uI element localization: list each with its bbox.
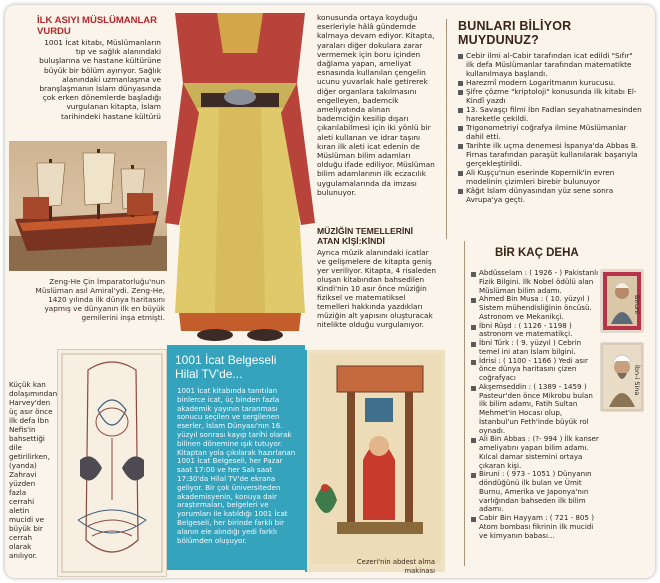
ship-caption: Zeng-He Çin İmparatorluğu'nun Müslüman asıl Amiral'ydi. Zeng-He, 1420 yılında ilk dünya haritasını yapmış ve dünyanın ilk en büyük gemilerini inşa etmişti.	[35, 277, 165, 322]
did-you-know-heading: BUNLARI BİLİYOR MUYDUNUZ?	[458, 19, 572, 47]
biruni-label: Biruni	[633, 295, 641, 314]
did-you-know-item: Harezmî modern Logaritmanın kurucusu.	[458, 78, 643, 87]
documentary-box	[167, 345, 305, 570]
did-you-know-item: Cebir ilmi al-Cabir tarafından icat edildi "Sıfır" ilk defa Müslümanlar tarafından matematikte kullanılmaya başlandı.	[458, 51, 643, 78]
did-you-know-item: Tarihte ilk uçma denemesi İspanya'da Abbas B. Firnas tarafından paraşüt kullanılarak başarıyla gerçekleştirildi.	[458, 141, 643, 168]
cezeri-illustration	[305, 350, 445, 575]
documentary-body: 1001 İcat kitabında tanıtılan binlerce icat, üç binden fazla akademik yayının taranması sonucu seçilen ve sergilenen eserler, İslam Dünyası'nın 16. yüzyıl sonrası kayıp tarihi olarak bilinen dönemine ışık tutuyor. Kitaptan yola çıkılarak hazırlanan 1001 İcat Belgeseli, her Pazar saat 17:00 ve her Salı saat 17:30'da Hilal TV'de ekrana geliyor. Bir çok üniversiteden akademisyenin, konuya dair araştırmaları, belgeleri ve yorumları ile katıldığı 1001 İcat Belgeseli, her birinde farklı bir alanın ele alındığı yedi farklı bölümden oluşuyor.	[177, 386, 296, 545]
right-column-rule-2	[464, 241, 465, 566]
ship-illustration	[9, 141, 167, 271]
circulation-drawing	[58, 350, 166, 576]
middle-body-1: konusunda ortaya koyduğu eserleriyle hâlâ gündemde kalmaya devam ediyor. Kitapta, yaraları diğer dokulara zarar vermemek için boru içinden dağlama yapan, ameliyat esnasında kullanılan çengelin ucunu yuvarlak hale getirerek diğer organlara takılmasını engelleyen, bademcik ameliyatında alınan bademciğin kesilip dışarı çıkarılabilmesi için iki yönlü bir aleti kullanan ve idrar taşını kıran ilk aleti icat edenin de Müslüman bilim adamları olduğu ifade ediliyor. Müslüman bilim adamlarının ilk eczacılık uygulamalarında da imzası bulunuyor.	[317, 13, 435, 197]
robe-illustration	[165, 13, 315, 343]
genius-item: Cabir Bin Hayyam : ( 721 - 805 ) Atom bombası fikrinin ilk mucidi ve kimyanın babası...	[471, 514, 599, 540]
genius-item: Ahmed Bin Musa : ( 10. yüzyıl ) Sistem mühendisliğinin öncüsü. Astronom ve Mekanikçi.	[471, 295, 599, 321]
geniuses-list	[471, 269, 599, 540]
bottom-left-body: Küçük kan dolaşımından Harvey'den üç asır önce ilk defa İbn Nefis'in bahsettiği dile getirilirken, (yanda) Zahravi yüzden fazla cerrahi aletin mucidi ve büyük bir cerrah olarak anılıyor.	[9, 380, 58, 560]
left-body: 1001 İcat kitabı, Müslümanların tıp ve sağlık alanındaki buluşlarına ve hastane kültürüne büyük bir bölüm ayırıyor. Sağlık alanındaki uzmanlaşma ve branşlaşmanın İslam dünyasında çok erken dönemlerde başladığı vurgulanan kitapta, İslam tarihindeki hastane kültürü	[39, 38, 161, 121]
right-column-rule	[446, 19, 447, 239]
did-you-know-item: Trigonometriyi coğrafya ilmine Müslümanlar dahil etti.	[458, 123, 643, 141]
middle-heading: MÜZİĞİN TEMELLERİNİ ATAN KİŞİ:KİNDİ	[317, 226, 413, 246]
genius-item: Biruni : ( 973 - 1051 ) Dünyanın döndüğünü ilk bulan ve Ümit Burnu, Amerika ve Japonya'nın varlığından bahseden ilk bilim adamı.	[471, 470, 599, 514]
did-you-know-item: Kâğıt İslam dünyasından yüz sene sonra Avrupa'ya geçti.	[458, 186, 643, 204]
newspaper-page	[5, 5, 655, 578]
did-you-know-item: Şifre çözme "kriptoloji" konusunda ilk kitabı El-Kindî yazdı	[458, 87, 643, 105]
genius-item: Ali Bin Abbas : (?- 994 ) İlk kanser ameliyatını yapan bilim adamı. Kılcal damar sistemini ortaya çıkaran kişi.	[471, 435, 599, 470]
circulation-illustration	[57, 349, 167, 577]
cezeri-caption: Cezeri'nin abdest alma makinası	[356, 558, 435, 575]
ibn-sina-label: İbn-i Sina	[633, 365, 641, 396]
documentary-title: 1001 İcat Belgeseli Hilal TV'de...	[175, 353, 277, 381]
robe-drawing	[165, 13, 315, 343]
genius-item: İbni Türk : ( 9. yüzyıl ) Cebrin temel ini atan İslam bilgini.	[471, 339, 599, 357]
did-you-know-item: 13. Savaşçı filmi İbn Fadlan seyahatnamesinden hareketle çekildi.	[458, 105, 643, 123]
did-you-know-item: Ali Kuşçu'nun eserinde Kopernik'in evren modelinin çizimleri birebir bulunuyor	[458, 168, 643, 186]
geniuses-heading: BİR KAÇ DEHA	[495, 247, 579, 259]
genius-item: Abdüsselam : ( 1926 - ) Pakistanlı Fizik Bilgini. İlk Nobel ödülü alan Müslüman bilim adamı.	[471, 269, 599, 295]
cezeri-drawing	[307, 350, 445, 572]
genius-item: İdrisi : ( 1100 - 1166 ) Yedi asır önce dünya haritasını çizen coğrafyacı	[471, 357, 599, 383]
genius-item: Akşemseddin : ( 1389 - 1459 ) Pasteur'den önce Mikrobu bulan ilk bilim adamı, Fatih Sultan Mehmet'in Hocası olup, İstanbul'un Feth'inde büyük rol oynadı.	[471, 383, 599, 436]
ship-drawing	[9, 141, 167, 271]
did-you-know-list	[458, 51, 643, 204]
middle-body-2: Ayrıca müzik alanındaki icatlar ve gelişmelere de kitapta geniş yer veriliyor. Kitapta, 4 risaleden oluşan kitabından bahsedilen Kindi'nin 10 asır önce müziğin fiziksel ve matematiksel temelleri hakkında yazdıkları müziğin alt yapısını oluşturacak nitelikte olduğu vurgulanıyor.	[317, 248, 437, 329]
genius-item: İbni Rüşd : ( 1126 - 1198 ) astronom ve matematikçi.	[471, 322, 599, 340]
left-heading: İLK ASIYI MÜSLÜMANLAR VURDU	[37, 15, 157, 37]
